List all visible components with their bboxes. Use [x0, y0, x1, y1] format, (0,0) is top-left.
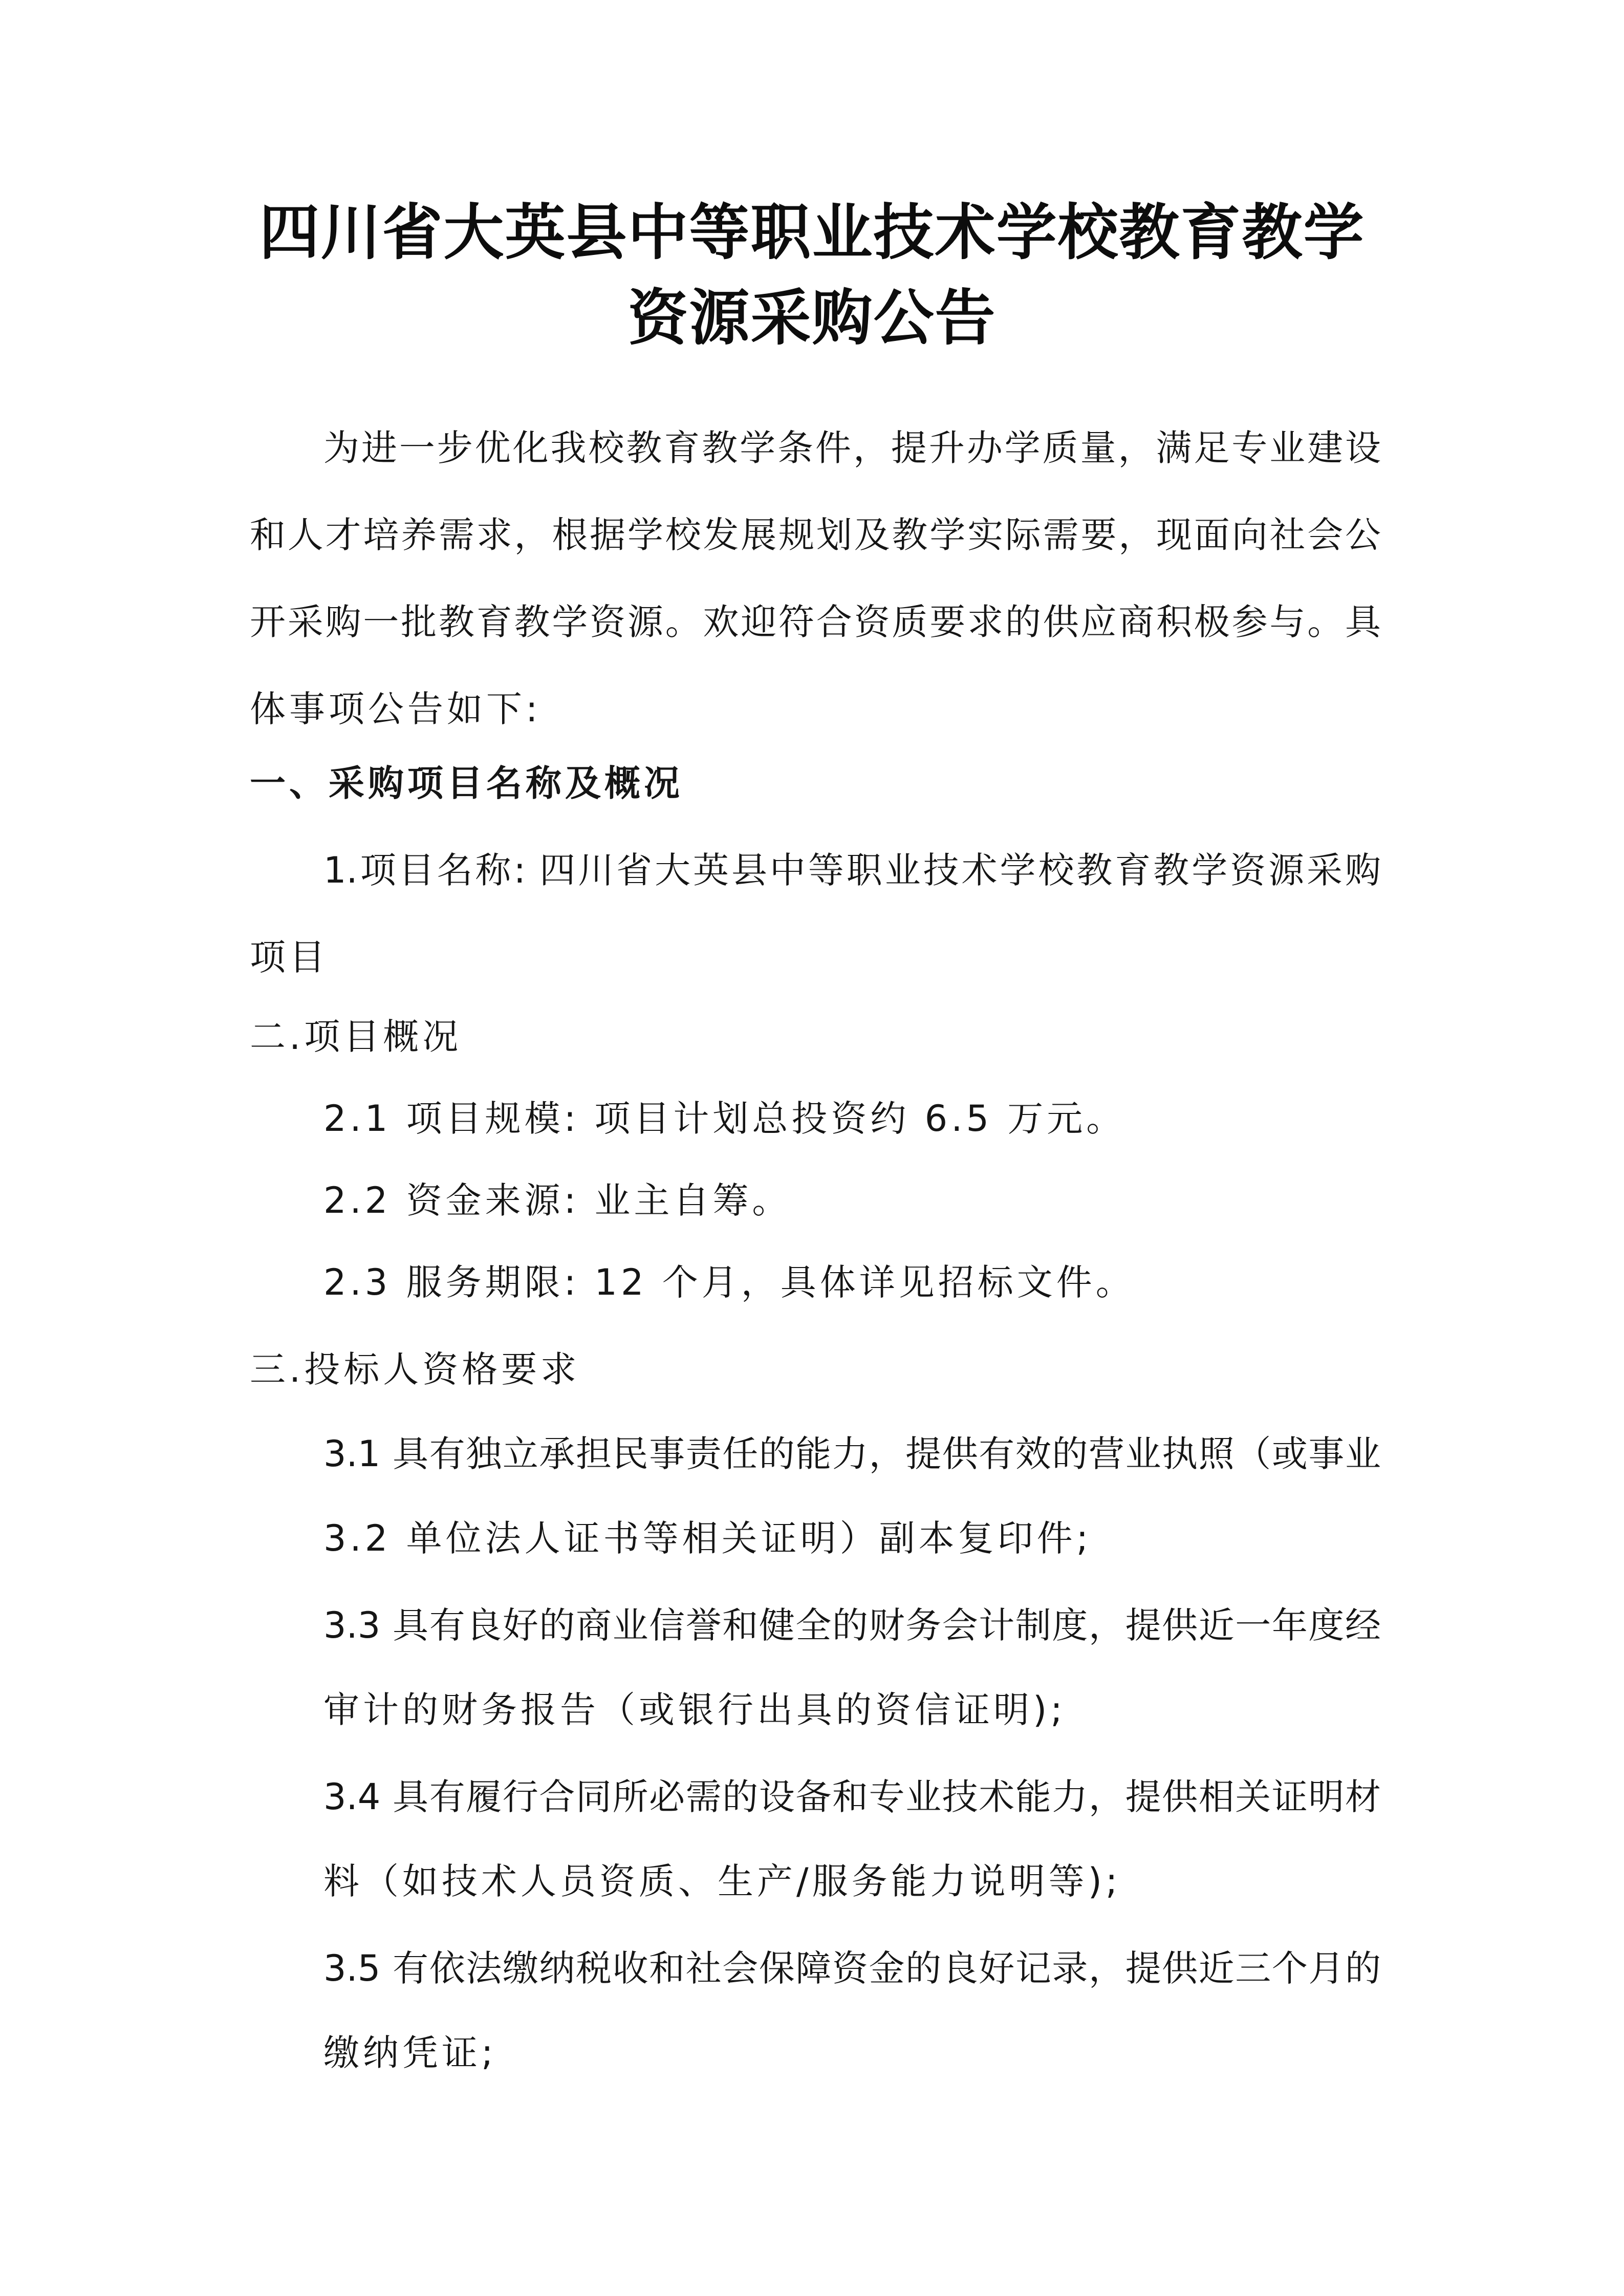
section-3-line-3: 3.3 具有良好的商业信誉和健全的财务会计制度，提供近一年度经 — [323, 1604, 1381, 1646]
section-2-item-2-3: 2.3 服务期限: 12 个月，具体详见招标文件。 — [323, 1261, 1135, 1303]
section-3-line-5: 3.4 具有履行合同所必需的设备和专业技术能力，提供相关证明材 — [323, 1776, 1381, 1818]
section-3-line-8: 缴纳凭证; — [323, 2032, 497, 2074]
section-2-item-2-2: 2.2 资金来源: 业主自筹。 — [323, 1179, 792, 1221]
section-1-item-1-line-2: 项目 — [250, 936, 329, 978]
document-title-line-2: 资源采购公告 — [627, 283, 997, 353]
intro-paragraph-line-2: 和人才培养需求，根据学校发展规划及教学实际需要，现面向社会公 — [250, 514, 1381, 556]
section-1-item-1-line-1: 1.项目名称: 四川省大英县中等职业技术学校教育教学资源采购 — [323, 849, 1381, 891]
section-3-line-2: 3.2 单位法人证书等相关证明）副本复印件; — [323, 1517, 1092, 1559]
section-1-heading: 一、采购项目名称及概况 — [250, 762, 683, 804]
section-2-heading: 二.项目概况 — [250, 1016, 462, 1058]
section-3-line-7: 3.5 有依法缴纳税收和社会保障资金的良好记录，提供近三个月的 — [323, 1947, 1381, 1989]
section-3-heading: 三.投标人资格要求 — [250, 1348, 580, 1390]
intro-paragraph-line-1: 为进一步优化我校教育教学条件，提升办学质量，满足专业建设 — [323, 427, 1381, 469]
section-3-line-6: 料（如技术人员资质、生产/服务能力说明等); — [323, 1860, 1121, 1902]
intro-paragraph-line-4: 体事项公告如下: — [250, 688, 542, 730]
section-2-item-2-1: 2.1 项目规模: 项目计划总投资约 6.5 万元。 — [323, 1098, 1126, 1140]
section-3-line-1: 3.1 具有独立承担民事责任的能力，提供有效的营业执照（或事业 — [323, 1433, 1381, 1475]
document-title-line-1: 四川省大英县中等职业技术学校教育教学 — [259, 197, 1365, 268]
intro-paragraph-line-3: 开采购一批教育教学资源。欢迎符合资质要求的供应商积极参与。具 — [250, 601, 1381, 643]
section-3-line-4: 审计的财务报告（或银行出具的资信证明); — [323, 1689, 1066, 1731]
